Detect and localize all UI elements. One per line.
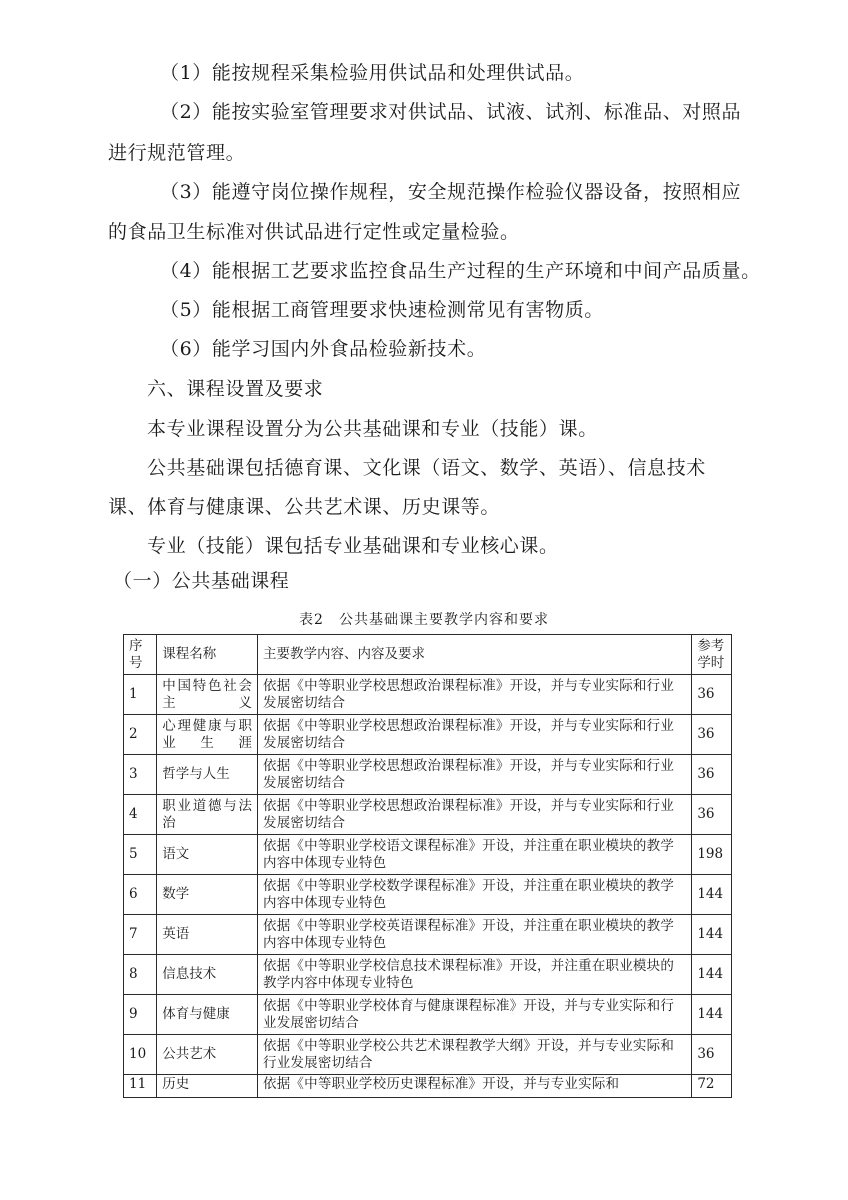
paragraph-item-5: （5）能根据工商管理要求快速检测常见有害物质。 xyxy=(160,299,604,321)
paragraph-item-6: （6）能学习国内外食品检验新技术。 xyxy=(160,338,487,360)
cell-hours: 144 xyxy=(692,915,732,955)
cell-hours: 198 xyxy=(692,835,732,875)
cell-no: 11 xyxy=(124,1075,157,1098)
paragraph-item-2: （2）能按实验室管理要求对供试品、试液、试剂、标准品、对照品 xyxy=(160,101,742,123)
cell-name: 公共艺术 xyxy=(157,1035,258,1075)
cell-hours: 144 xyxy=(692,955,732,995)
table-row xyxy=(124,995,732,1035)
cell-content: 依据《中等职业学校英语课程标准》开设，并注重在职业模块的教学内容中体现专业特色 xyxy=(258,915,692,955)
header-name: 课程名称 xyxy=(157,635,258,675)
cell-hours: 36 xyxy=(692,675,732,715)
course-table xyxy=(123,634,732,1098)
cell-no: 2 xyxy=(124,715,157,755)
section-heading: 六、课程设置及要求 xyxy=(147,378,324,400)
paragraph-public-courses: 公共基础课包括德育课、文化课（语文、数学、英语）、信息技术 xyxy=(147,457,706,479)
cell-name: 英语 xyxy=(157,915,258,955)
cell-content: 依据《中等职业学校思想政治课程标准》开设，并与专业实际和行业发展密切结合 xyxy=(258,715,692,755)
paragraph-item-3: （3）能遵守岗位操作规程，安全规范操作检验仪器设备，按照相应 xyxy=(160,181,742,203)
header-content: 主要教学内容、内容及要求 xyxy=(258,635,692,675)
table-row xyxy=(124,675,732,715)
paragraph-item-3-cont: 的食品卫生标准对供试品进行定性或定量检验。 xyxy=(108,221,520,243)
cell-name: 职业道德与法治 xyxy=(157,795,258,835)
cell-content xyxy=(258,1075,692,1098)
table-caption: 表2 公共基础课主要教学内容和要求 xyxy=(299,612,549,628)
cell-name: 哲学与人生 xyxy=(157,755,258,795)
cell-no: 6 xyxy=(124,875,157,915)
paragraph-item-2-cont: 进行规范管理。 xyxy=(108,142,246,164)
table-row xyxy=(124,1035,732,1075)
cell-content: 依据《中等职业学校数学课程标准》开设，并注重在职业模块的教学内容中体现专业特色 xyxy=(258,875,692,915)
cell-no: 3 xyxy=(124,755,157,795)
cell-no: 5 xyxy=(124,835,157,875)
cell-name: 信息技术 xyxy=(157,955,258,995)
cell-no: 1 xyxy=(124,675,157,715)
cell-content: 依据《中等职业学校语文课程标准》开设，并注重在职业模块的教学内容中体现专业特色 xyxy=(258,835,692,875)
cell-content: 依据《中等职业学校思想政治课程标准》开设，并与专业实际和行业发展密切结合 xyxy=(258,675,692,715)
cell-name: 历史 xyxy=(157,1075,258,1098)
cell-no: 7 xyxy=(124,915,157,955)
cell-hours: 36 xyxy=(692,795,732,835)
cell-name: 中国特色社会主义 xyxy=(157,675,258,715)
table-row xyxy=(124,875,732,915)
cell-hours: 36 xyxy=(692,1035,732,1075)
cell-name: 体育与健康 xyxy=(157,995,258,1035)
cell-no: 8 xyxy=(124,955,157,995)
cell-name: 语文 xyxy=(157,835,258,875)
header-no: 序号 xyxy=(124,635,157,675)
table-row xyxy=(124,955,732,995)
cell-content: 依据《中等职业学校思想政治课程标准》开设，并与专业实际和行业发展密切结合 xyxy=(258,755,692,795)
cell-hours: 36 xyxy=(692,715,732,755)
cell-hours: 144 xyxy=(692,875,732,915)
table-row xyxy=(124,755,732,795)
table-row xyxy=(124,715,732,755)
table-row xyxy=(124,1075,732,1098)
paragraph-skill-courses: 专业（技能）课包括专业基础课和专业核心课。 xyxy=(147,535,559,557)
table-row xyxy=(124,915,732,955)
cell-content: 依据《中等职业学校体育与健康课程标准》开设，并与专业实际和行业发展密切结合 xyxy=(258,995,692,1035)
cell-content: 依据《中等职业学校信息技术课程标准》开设，并注重在职业模块的教学内容中体现专业特色 xyxy=(258,955,692,995)
cell-hours: 144 xyxy=(692,995,732,1035)
header-hours: 参考学时 xyxy=(692,635,732,675)
table-row xyxy=(124,835,732,875)
cell-no: 10 xyxy=(124,1035,157,1075)
paragraph-item-1: （1）能按规程采集检验用供试品和处理供试品。 xyxy=(160,62,585,84)
paragraph-intro: 本专业课程设置分为公共基础课和专业（技能）课。 xyxy=(147,418,598,440)
table-row xyxy=(124,795,732,835)
cell-content: 依据《中等职业学校思想政治课程标准》开设，并与专业实际和行业发展密切结合 xyxy=(258,795,692,835)
cell-hours: 72 xyxy=(692,1075,732,1098)
cell-hours: 36 xyxy=(692,755,732,795)
cell-content-text: 依据《中等职业学校历史课程标准》开设，并与专业实际和 xyxy=(263,1076,620,1092)
paragraph-public-courses-cont: 课、体育与健康课、公共艺术课、历史课等。 xyxy=(108,496,501,518)
cell-name: 数学 xyxy=(157,875,258,915)
cell-content: 依据《中等职业学校公共艺术课程教学大纲》开设，并与专业实际和行业发展密切结合 xyxy=(258,1035,692,1075)
cell-no: 9 xyxy=(124,995,157,1035)
table-header-row xyxy=(124,635,732,675)
cell-no: 4 xyxy=(124,795,157,835)
subsection-heading: （一）公共基础课程 xyxy=(113,570,290,592)
cell-name: 心理健康与职业生涯 xyxy=(157,715,258,755)
paragraph-item-4: （4）能根据工艺要求监控食品生产过程的生产环境和中间产品质量。 xyxy=(160,260,761,282)
